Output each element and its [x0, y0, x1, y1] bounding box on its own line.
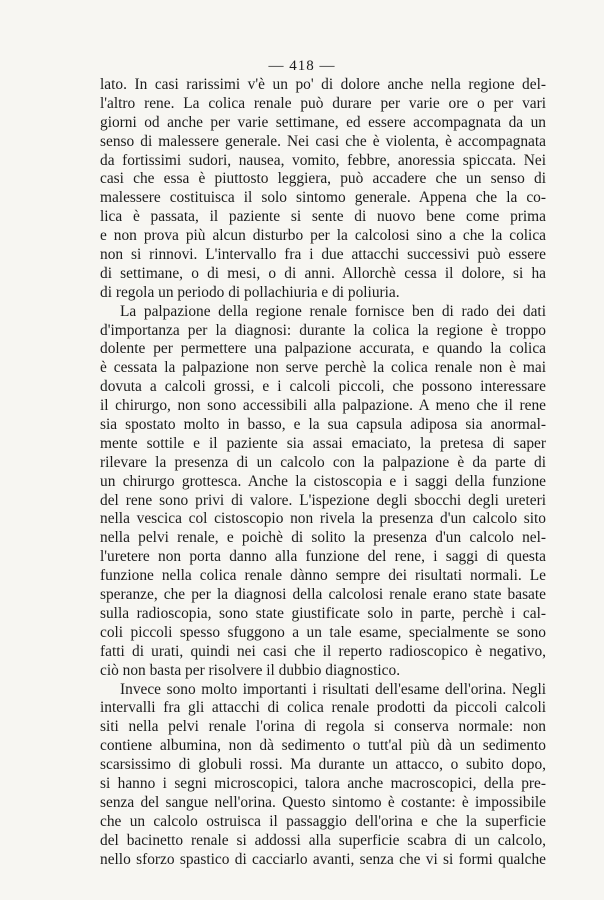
text-line: e non prova più alcun disturbo per la calcolosi sino a che la colica [100, 227, 546, 245]
text-line: funzione nella colica renale dànno sempre dei risultati normali. Le [100, 567, 546, 585]
text-line: si hanno i segni microscopici, talora anche macroscopici, della pre- [100, 774, 546, 792]
text-line: nella vescica col cistoscopio non rivela la presenza d'un calcolo sito [100, 510, 546, 528]
text-line: malessere costituisca il solo sintomo generale. Appena che la co- [100, 189, 546, 207]
text-line: fatti di urati, quindi nei casi che il reperto radioscopico è negativo, [100, 642, 546, 660]
text-line: dolente per permettere una palpazione accurata, e quando la colica [100, 340, 546, 358]
text-line: di regola un periodo di pollachiuria e di poliuria. [100, 283, 400, 301]
text-line: è cessata la palpazione non serve perchè la colica renale non è mai [100, 359, 546, 377]
text-line: ciò non basta per risolvere il dubbio diagnostico. [100, 661, 401, 679]
text-line: un chirurgo grottesca. Anche la cistoscopia e i saggi della funzione [100, 472, 546, 490]
text-line: che un calcolo ostruisca il passaggio dell'orina e che la superficie [100, 812, 546, 830]
text-line: senso di malessere generale. Nei casi che è violenta, è accompagnata [100, 132, 546, 150]
text-line: Invece sono molto importanti i risultati dell'esame dell'orina. Negli [120, 680, 546, 698]
body-text [100, 76, 546, 869]
text-line: l'uretere non porta danno alla funzione del rene, i saggi di questa [100, 548, 546, 566]
text-line: intervalli fra gli attacchi di colica renale prodotti da piccoli calcoli [100, 699, 546, 717]
text-line: siti nella pelvi renale l'orina di regola si conserva normale: non [100, 718, 546, 736]
text-line: d'importanza per la diagnosi: durante la colica la regione è troppo [100, 321, 546, 339]
text-line: scarsissimo di globuli rossi. Ma durante un attacco, o subito dopo, [100, 756, 546, 774]
text-line: del bacinetto renale si addossi alla superficie scabra di un calcolo, [100, 831, 546, 849]
text-line: speranze, che per la diagnosi della calcolosi renale erano state basate [100, 586, 546, 604]
text-line: il chirurgo, non sono accessibili alla palpazione. A meno che il rene [100, 397, 546, 415]
text-line: contiene albumina, non dà sedimento o tutt'al più dà un sedimento [100, 737, 546, 755]
text-line: nella pelvi renale, e poichè di solito la presenza d'un calcolo nel- [100, 529, 546, 547]
text-line: lica è passata, il paziente si sente di nuovo bene come prima [100, 208, 546, 226]
text-line: casi che essa è piuttosto leggiera, può accadere che un senso di [100, 170, 546, 188]
text-line: rilevare la presenza di un calcolo con la palpazione è da parte di [100, 453, 546, 471]
text-line: da fortissimi sudori, nausea, vomito, febbre, anoressia spiccata. Nei [100, 151, 546, 169]
text-line: di settimane, o di mesi, o di anni. Allorchè cessa il dolore, si ha [100, 264, 546, 282]
text-line: nello sforzo spastico di cacciarlo avanti, senza che vi si formi qualche [100, 850, 546, 868]
text-line: sulla radioscopia, sono state giustificate solo in parte, perchè i cal- [100, 604, 546, 622]
text-line: non si rinnovi. L'intervallo fra i due attacchi successivi può essere [100, 246, 546, 264]
text-line: senza del sangue nell'orina. Questo sintomo è costante: è impossibile [100, 793, 546, 811]
text-line: dovuta a calcoli grossi, e i calcoli piccoli, che possono interessare [100, 378, 546, 396]
text-line: coli piccoli spesso sfuggono a un tale esame, specialmente se sono [100, 623, 546, 641]
text-line: lato. In casi rarissimi v'è un po' di dolore anche nella regione del- [100, 76, 546, 93]
text-line: sia spostato molto in basso, e la sua capsula adiposa sia anormal- [100, 416, 546, 434]
text-line: giorni od anche per varie settimane, ed essere accompagnata da un [100, 113, 546, 131]
text-line: mente sottile e il paziente sia assai emaciato, la pretesa di saper [100, 434, 546, 452]
text-line: del rene sono privi di valore. L'ispezione degli sbocchi degli ureteri [100, 491, 546, 509]
text-line: l'altro rene. La colica renale può durare per varie ore o per vari [100, 94, 546, 112]
text-line: La palpazione della regione renale fornisce ben di rado dei dati [120, 302, 546, 320]
page-number: — 418 — [268, 58, 336, 74]
